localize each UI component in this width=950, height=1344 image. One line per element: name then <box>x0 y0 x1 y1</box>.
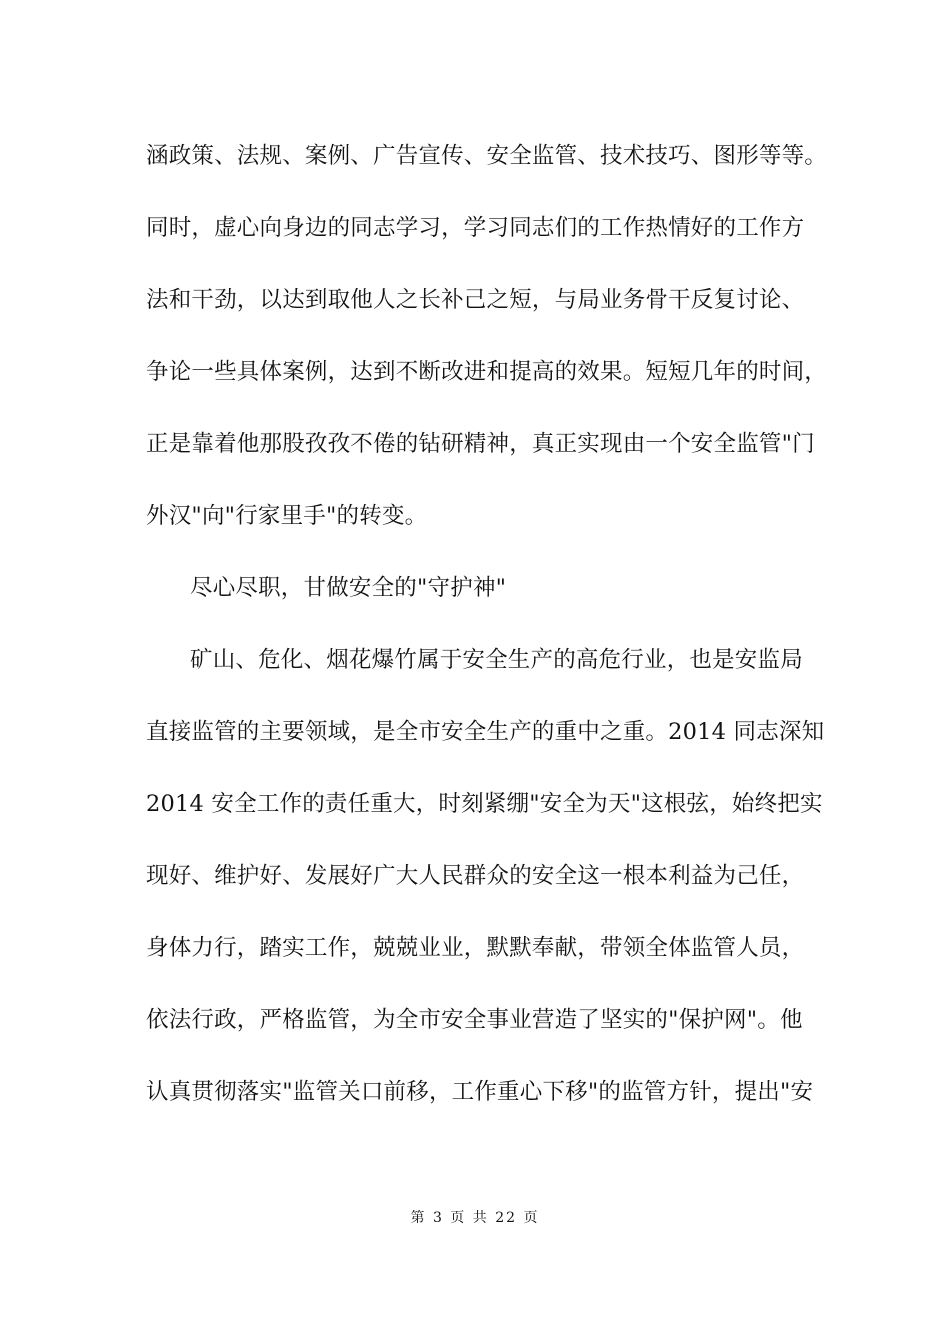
text-line-11: 现好、维护好、发展好广大人民群众的安全这一根本利益为己任， <box>146 863 805 889</box>
text-line-6: 外汉"向"行家里手"的转变。 <box>146 503 428 529</box>
text-line-13: 依法行政，严格监管，为全市安全事业营造了坚实的"保护网"。他 <box>146 1007 803 1033</box>
text-line-4: 争论一些具体案例，达到不断改进和提高的效果。短短几年的时间， <box>146 359 828 385</box>
text-line-14: 认真贯彻落实"监管关口前移，工作重心下移"的监管方针，提出"安 <box>146 1079 814 1105</box>
page-number-footer: 第 3 页 共 22 页 <box>410 1210 540 1226</box>
section-heading: 尽心尽职，甘做安全的"守护神" <box>190 575 507 601</box>
text-line-2: 同时，虚心向身边的同志学习，学习同志们的工作热情好的工作方 <box>146 215 805 241</box>
text-line-10: 2014 安全工作的责任重大，时刻紧绷"安全为天"这根弦，始终把实 <box>146 791 823 817</box>
text-line-12: 身体力行，踏实工作，兢兢业业，默默奉献，带领全体监管人员， <box>146 935 805 961</box>
text-line-9: 直接监管的主要领域，是全市安全生产的重中之重。2014 同志深知 <box>146 719 825 745</box>
text-line-1: 涵政策、法规、案例、广告宣传、安全监管、技术技巧、图形等等。 <box>146 143 828 169</box>
text-line-3: 法和干劲，以达到取他人之长补己之短，与局业务骨干反复讨论、 <box>146 287 805 313</box>
text-line-8: 矿山、危化、烟花爆竹属于安全生产的高危行业，也是安监局 <box>190 647 803 673</box>
text-line-5: 正是靠着他那股孜孜不倦的钻研精神，真正实现由一个安全监管"门 <box>146 431 815 457</box>
